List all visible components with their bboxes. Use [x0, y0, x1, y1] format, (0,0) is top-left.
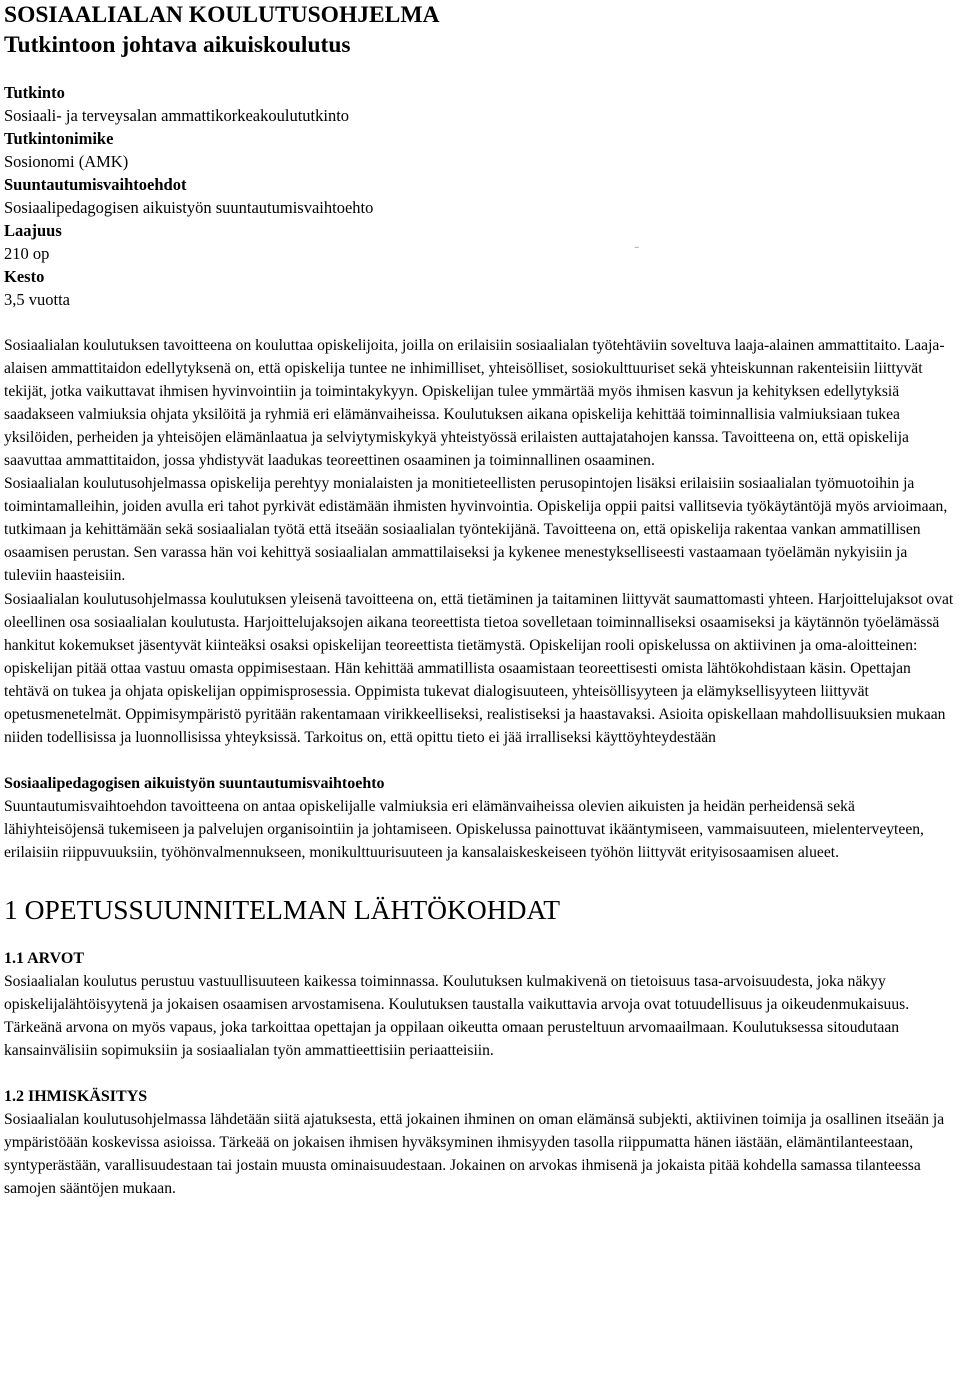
values-text: Sosiaalialan koulutus perustuu vastuullisuuteen kaikessa toiminnassa. Koulutuksen kulmakivenä on tietoisuus tasa-arvoisuudesta, joka näkyy opiskelijalähtöisyytenä ja jokaisen osaamisen arvostamisena. Koulutuksen taustalla vaikuttavia arvoja ovat totuudellisuus ja oikeudenmukaisuus. Tärkeänä arvona on myös vapaus, joka tarkoittaa opettajan ja oppilaan oikeutta omaan perusteltuun arvomaailmaan. Koulutuksessa sitoudutaan kansainvälisiin sopimuksiin ja sosiaalialan työn ammattieettisiin periaatteisiin.: [4, 972, 910, 1060]
document-title: SOSIAALIALAN KOULUTUSOHJELMA: [4, 2, 440, 28]
intro-text: [4, 334, 956, 749]
specialization-text: Suuntautumisvaihtoehdon tavoitteena on antaa opiskelijalle valmiuksia eri elämänvaiheissa olevien aikuisten ja heidän perheidensä sekä lähiyhteisöjensä tukemiseen ja palvelujen organisointiin ja johtamiseen. Opiskelussa painottuvat ikääntymiseen, vammaisuuteen, mielenterveyteen, erilaisiin riippuvuuksiin, työhönvalmennukseen, monikulttuurisuuteen ja kansalaiskeskeiseen työhön liittyvät erityisosaamisen alueet.: [4, 797, 924, 861]
specialization-section: [4, 772, 956, 864]
human-concept-heading: 1.2 IHMISKÄSITYS: [4, 1088, 148, 1106]
info-value-degree-title: Sosionomi (AMK): [4, 152, 129, 171]
stray-dash-mark: -: [634, 238, 640, 255]
info-value-specializations: Sosiaalipedagogisen aikuistyön suuntautumisvaihtoehto: [4, 198, 374, 217]
human-concept-text: Sosiaalialan koulutusohjelmassa lähdetään siitä ajatuksesta, että jokainen ihminen on oman elämänsä subjekti, aktiivinen toimija ja osallinen itseään ja ympäristöään koskevissa asioissa. Tärkeää on jokaisen ihmisen hyväksyminen ihmisyyden tasolla riippumatta hänen iästään, elämäntilanteestaan, syntyperästään, varallisuudestaan tai jostain muusta ominaisuudestaan. Jokainen on arvokas ihmisenä ja jokaista pitää kohdella samassa tilanteessa samojen sääntöjen mukaan.: [4, 1111, 945, 1198]
info-label-scope: Laajuus: [4, 221, 62, 240]
info-label-specializations: Suuntautumisvaihtoehdot: [4, 175, 187, 194]
info-value-degree: Sosiaali- ja terveysalan ammattikorkeakoulututkinto: [4, 106, 350, 125]
intro-paragraph: Sosiaalialan koulutuksen tavoitteena on kouluttaa opiskelijoita, joilla on erilaisiin sosiaalialan työtehtäviin soveltuva laaja-alainen ammattitaito. Laaja-alaisen ammattitaidon edellytyksenä on, että opiskelija tuntee ne inhimilliset, yhteisölliset, sosiokulttuuriset sekä yhteiskunnan rakenteisiin liittyvät tekijät, jotka vaikuttavat ihmisen hyvinvointiin ja toimintakykyyn. Opiskelijan tulee ymmärtää myös ihmisen kasvun ja kehityksen edellytyksiä saadakseen valmiuksia ohjata yksilöitä ja ryhmiä eri elämänvaiheissa. Koulutuksen aikana opiskelija kehittää toiminnallisia valmiuksiaan tukea yksilöiden, perheiden ja yhteisöjen elämänlaatua ja selviytymiskykyä yhteistyössä erilaisten auttajatahojen kanssa. Tavoitteena on, että opiskelija saavuttaa ammattitaidon, jossa yhdistyvät laadukas teoreettinen osaaminen ja toiminnallinen osaaminen.: [4, 337, 945, 470]
chapter-heading: 1 OPETUSSUUNNITELMAN LÄHTÖKOHDAT: [4, 893, 561, 925]
degree-info: [4, 81, 956, 311]
intro-paragraph: Sosiaalialan koulutusohjelmassa opiskelija perehtyy monialaisten ja monitieteellisten perusopintojen lisäksi erilaisiin sosiaalialan työmuotoihin ja toimintamalleihin, joiden avulla eri tahot pyrkivät edistämään ihmisten hyvinvointia. Opiskelija oppii paitsi vallitsevia työkäytäntöjä myös arvioimaan, tutkimaan ja kehittämään sekä sosiaalialan työtä että itseään sosiaalialan työntekijänä. Tavoitteena on, että opiskelija rakentaa vankan ammatillisen osaamisen perustan. Sen varassa hän voi kehittyä sosiaalialan ammattilaiseksi ja kykenee menestykselliseesti vastaamaan työelämän nykyisiin ja tuleviin haasteisiin.: [4, 475, 948, 585]
info-label-degree-title: Tutkintonimike: [4, 129, 114, 148]
values-heading: 1.1 ARVOT: [4, 949, 85, 967]
info-label-degree: Tutkinto: [4, 83, 65, 102]
document-page: [4, 0, 956, 1200]
info-value-duration: 3,5 vuotta: [4, 290, 70, 309]
values-section: [4, 947, 956, 1062]
info-label-duration: Kesto: [4, 267, 45, 286]
intro-paragraph: Sosiaalialan koulutusohjelmassa koulutuksen yleisenä tavoitteena on, että tietäminen ja taitaminen liittyvät saumattomasti yhteen. Harjoittelujaksot ovat oleellinen osa sosiaalialan koulutusta. Harjoittelujaksojen aikana teoreettista tietoa sovelletaan toiminnalliseksi osaamiseksi ja käytännön työelämässä hankitut kokemukset jäsentyvät kiinteäksi osaksi opiskelijan teoreettista tietämystä. Opiskelijan rooli opiskelussa on aktiivinen ja oma-aloitteinen: opiskelijan pitää ottaa vastuu omasta oppimisestaan. Hän kehittää ammatillista osaamistaan teoreettisesti omista lähtökohdistaan käsin. Opettajan tehtävä on tukea ja ohjata opiskelijan oppimisprosessia. Oppimista tukevat dialogisuuteen, yhteisöllisyyteen ja elämyksellisyyteen liittyvät opetusmenetelmät. Oppimisympäristö pyritään rakentamaan virikkeelliseksi, realistiseksi ja haastavaksi. Asioita opiskellaan mahdollisuuksien mukaan niiden todellisissa ja luonnollisissa yhteyksissä. Tarkoitus on, että opittu tieto ei jää irralliseksi käyttöyhteydestään: [4, 590, 954, 746]
info-value-scope: 210 op: [4, 244, 50, 263]
document-subtitle: Tutkintoon johtava aikuiskoulutus: [4, 32, 351, 58]
human-concept-section: [4, 1085, 956, 1200]
specialization-heading: Sosiaalipedagogisen aikuistyön suuntautumisvaihtoehto: [4, 774, 385, 792]
